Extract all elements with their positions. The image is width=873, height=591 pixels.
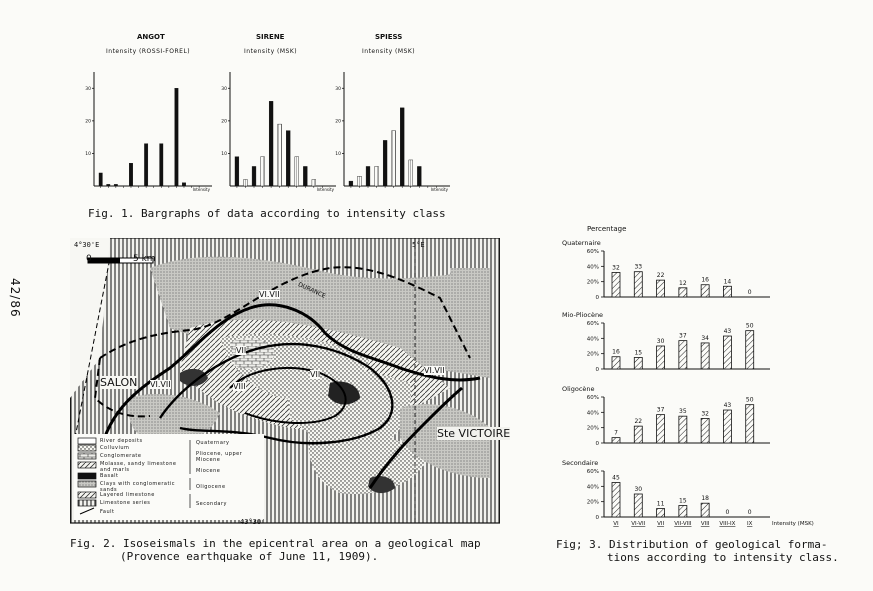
fig3-bar bbox=[679, 416, 687, 443]
fig1-bar bbox=[269, 101, 273, 186]
fig1-bar bbox=[252, 166, 256, 186]
fig3-data-label: 11 bbox=[656, 500, 665, 508]
legend-item: Conglomerate bbox=[100, 453, 142, 459]
fig2-caption-line1: Fig. 2. Isoseismals in the epicentral area on a geological map bbox=[70, 537, 481, 550]
fig1-bar bbox=[303, 166, 307, 186]
fig3-bar bbox=[634, 426, 642, 443]
fig3-data-label: 35 bbox=[679, 408, 687, 416]
fig1-bar bbox=[392, 131, 396, 186]
fig1-bar bbox=[400, 108, 404, 186]
y-tick-label: 0 bbox=[595, 295, 599, 301]
y-tick-label: 40% bbox=[586, 410, 599, 417]
y-tick-label: 10 bbox=[335, 151, 341, 157]
fig1-panel-title-spiess: SPIESS bbox=[375, 33, 403, 41]
y-tick-label: 20% bbox=[586, 279, 599, 286]
fig3-bar bbox=[701, 343, 709, 369]
fig1-bar bbox=[295, 157, 299, 186]
fig1-bar bbox=[383, 140, 387, 186]
y-tick-label: 0 bbox=[595, 441, 599, 447]
x-axis-end-label: Intensity bbox=[430, 187, 448, 192]
x-axis-end-label: Intensity bbox=[316, 187, 334, 192]
fig3-bar bbox=[701, 285, 709, 297]
fig2-place-ste-victoire: Ste VICTOIRE bbox=[437, 427, 511, 440]
fig1-bar bbox=[160, 144, 163, 186]
y-tick-label: 30 bbox=[85, 86, 91, 92]
fig3-bar bbox=[657, 509, 665, 517]
fig1-bar bbox=[312, 179, 316, 186]
y-tick-label: 20% bbox=[586, 351, 599, 358]
fig3-x-tick-label: VI bbox=[613, 521, 619, 527]
fig3-data-label: 15 bbox=[634, 349, 643, 357]
fig2-coord-bottom: 43°30' bbox=[240, 518, 266, 526]
fig3-x-tick-label: VII bbox=[657, 521, 665, 527]
fig1-bar bbox=[417, 166, 421, 186]
fig3-data-label: 22 bbox=[634, 418, 643, 426]
fig3-data-label: 32 bbox=[612, 264, 620, 272]
fig3-panel-title: Quaternaire bbox=[562, 239, 601, 247]
fig2-isoseismal-label: VII bbox=[310, 370, 321, 379]
fig3-data-label: 34 bbox=[701, 334, 709, 342]
fig3-bar bbox=[723, 410, 731, 443]
fig1-bar bbox=[144, 144, 147, 186]
y-tick-label: 0 bbox=[595, 515, 599, 521]
fig3-data-label: 33 bbox=[634, 263, 643, 271]
fig3-x-tick-label: VIII bbox=[700, 521, 710, 527]
fig1-panel-title-sirene: SIRENE bbox=[256, 33, 285, 41]
fig3-bar bbox=[746, 405, 754, 443]
y-tick-label: 10 bbox=[221, 151, 227, 157]
y-tick-label: 0 bbox=[595, 367, 599, 373]
fig3-x-tick-label: VI-VII bbox=[631, 521, 646, 527]
legend-item: Pliocene, upper Miocene bbox=[196, 451, 243, 463]
y-tick-label: 40% bbox=[586, 264, 599, 271]
fig1-bar bbox=[366, 166, 370, 186]
fig3-data-label: 12 bbox=[679, 279, 687, 287]
fig1-bar bbox=[182, 183, 185, 186]
fig3-bar bbox=[723, 286, 731, 297]
y-tick-label: 60% bbox=[586, 249, 599, 255]
fig3-bar bbox=[657, 346, 665, 369]
fig3-x-tick-label: IX bbox=[747, 521, 753, 527]
page-number: 42/86 bbox=[8, 278, 22, 318]
fig3-bar bbox=[679, 288, 687, 297]
fig3-bar bbox=[679, 341, 687, 369]
fig2-isoseismal-label: VI.VII bbox=[259, 290, 280, 299]
fig3-data-label: 45 bbox=[612, 474, 620, 482]
fig1-panel-subtitle-angot: Intensity (ROSSI-FOREL) bbox=[106, 48, 191, 55]
fig3-data-label: 22 bbox=[656, 272, 665, 280]
fig2-isoseismal-label: VI.VII bbox=[150, 380, 171, 389]
fig1-bar bbox=[349, 181, 353, 186]
legend-item: Oligocene bbox=[196, 484, 226, 490]
fig3-x-tick-label: VII-VIII bbox=[674, 521, 692, 527]
fig3-bar bbox=[657, 280, 665, 297]
fig2-coord-top-left: 4°30'E bbox=[74, 241, 100, 249]
legend-item: Quaternary bbox=[196, 440, 230, 446]
fig3-data-label: 7 bbox=[614, 429, 618, 437]
y-tick-label: 10 bbox=[85, 151, 91, 157]
fig1-bar bbox=[278, 124, 282, 186]
legend-item: Secondary bbox=[196, 501, 227, 507]
fig3-x-tick-label: VIII-IX bbox=[719, 521, 736, 527]
fig1-bar bbox=[358, 176, 362, 186]
fig1-panel-title-angot: ANGOT bbox=[137, 33, 165, 41]
fig3-data-label: 18 bbox=[701, 495, 709, 503]
fig3-panel-title: Mio-Pliocène bbox=[562, 311, 604, 319]
fig3-data-label: 16 bbox=[701, 276, 709, 284]
fig2-scale-end: 5 km bbox=[133, 254, 156, 264]
fig3-panel-title: Secondaire bbox=[562, 459, 599, 467]
fig2-isoseismal-label: VII bbox=[236, 346, 247, 355]
legend-item: River deposits bbox=[100, 438, 143, 444]
fig2-coord-top-right: 5°E bbox=[412, 241, 425, 249]
fig3-bar bbox=[612, 483, 620, 518]
y-tick-label: 60% bbox=[586, 321, 599, 327]
y-tick-label: 60% bbox=[586, 395, 599, 401]
fig1-bar bbox=[99, 173, 102, 186]
fig3-data-label: 30 bbox=[656, 338, 665, 345]
fig3-data-label: 43 bbox=[723, 402, 732, 410]
fig3-bar bbox=[746, 331, 754, 369]
fig3-caption-line1: Fig; 3. Distribution of geological forma- bbox=[556, 538, 828, 551]
y-tick-label: 30 bbox=[335, 86, 341, 92]
fig1-caption: Fig. 1. Bargraphs of data according to intensity class bbox=[88, 207, 446, 220]
y-tick-label: 20 bbox=[335, 119, 341, 125]
y-tick-label: 20 bbox=[85, 119, 91, 125]
fig3-bar bbox=[634, 494, 642, 517]
legend-item: Fault bbox=[100, 509, 115, 515]
y-tick-label: 40% bbox=[586, 336, 599, 343]
legend-item: Basalt bbox=[100, 473, 119, 479]
fig1-bar bbox=[409, 160, 413, 186]
fig1-bar bbox=[235, 157, 239, 186]
y-tick-label: 40% bbox=[586, 484, 599, 491]
fig1-bar bbox=[129, 163, 132, 186]
fig3-bar bbox=[701, 503, 709, 517]
fig3-data-label: 37 bbox=[656, 406, 665, 414]
fig3-data-label: 0 bbox=[747, 509, 752, 516]
fig1-bar bbox=[107, 184, 110, 186]
fig1-panel-subtitle-spiess: Intensity (MSK) bbox=[362, 48, 416, 55]
fig2-isoseismal-label: VI.VII bbox=[424, 366, 445, 375]
fig2-isoseismal-label: VIII bbox=[233, 382, 246, 391]
y-tick-label: 20 bbox=[221, 119, 227, 125]
y-tick-label: 30 bbox=[221, 86, 227, 92]
fig1-bar bbox=[261, 157, 265, 186]
fig1-bar bbox=[244, 179, 248, 186]
fig3-bar bbox=[634, 358, 642, 370]
legend-item: Clays with conglomeratic sands bbox=[100, 481, 176, 493]
fig3-data-label: 50 bbox=[745, 322, 754, 330]
y-tick-label: 20% bbox=[586, 499, 599, 506]
x-axis-end-label: Intensity bbox=[192, 187, 210, 192]
fig3-data-label: 32 bbox=[701, 410, 709, 418]
legend-item: Limestone series bbox=[100, 500, 151, 506]
fig3-caption-line2: tions according to intensity class. bbox=[607, 551, 839, 564]
fig3-panel-title: Oligocène bbox=[562, 385, 595, 393]
legend-item: Colluvium bbox=[100, 445, 130, 451]
fig1-bar bbox=[114, 184, 117, 186]
fig2-place-durance: DURANCE bbox=[296, 281, 327, 300]
legend-item: Layered limestone bbox=[100, 492, 155, 498]
legend-item: Miocene bbox=[196, 468, 221, 474]
fig3-bar bbox=[701, 418, 709, 443]
fig3-bar bbox=[634, 272, 642, 297]
fig3-data-label: 16 bbox=[612, 348, 620, 356]
fig3-x-axis-title: Intensity (MSK) bbox=[772, 521, 814, 527]
fig3-y-title: Percentage bbox=[587, 225, 627, 233]
fig1-bar bbox=[175, 88, 178, 186]
fig3-data-label: 0 bbox=[725, 509, 730, 516]
fig3-data-label: 43 bbox=[723, 328, 732, 336]
fig3-bar bbox=[612, 357, 620, 369]
legend-item: Molasse, sandy limestone and marls bbox=[100, 461, 177, 473]
fig3-data-label: 37 bbox=[679, 332, 687, 340]
fig3-bar bbox=[723, 336, 731, 369]
fig3-data-label: 50 bbox=[745, 396, 754, 404]
fig3-bar bbox=[679, 506, 687, 518]
fig3-bar bbox=[612, 272, 620, 297]
fig2-caption-line2: (Provence earthquake of June 11, 1909). bbox=[120, 550, 379, 563]
fig3-bargraphs bbox=[560, 233, 820, 533]
fig3-data-label: 14 bbox=[723, 278, 732, 286]
fig1-panel-subtitle-sirene: Intensity (MSK) bbox=[244, 48, 298, 55]
fig2-place-salon: SALON bbox=[100, 376, 138, 389]
fig3-data-label: 30 bbox=[634, 486, 643, 493]
fig3-bar bbox=[612, 438, 620, 443]
fig1-bar bbox=[286, 131, 290, 186]
fig1-bargraphs bbox=[80, 58, 460, 203]
y-tick-label: 20% bbox=[586, 425, 599, 432]
fig2-scale-start: 0 bbox=[86, 254, 92, 264]
fig3-data-label: 15 bbox=[679, 497, 687, 505]
y-tick-label: 60% bbox=[586, 469, 599, 475]
fig1-bar bbox=[375, 166, 379, 186]
fig3-bar bbox=[657, 415, 665, 443]
fig3-data-label: 0 bbox=[747, 289, 752, 296]
